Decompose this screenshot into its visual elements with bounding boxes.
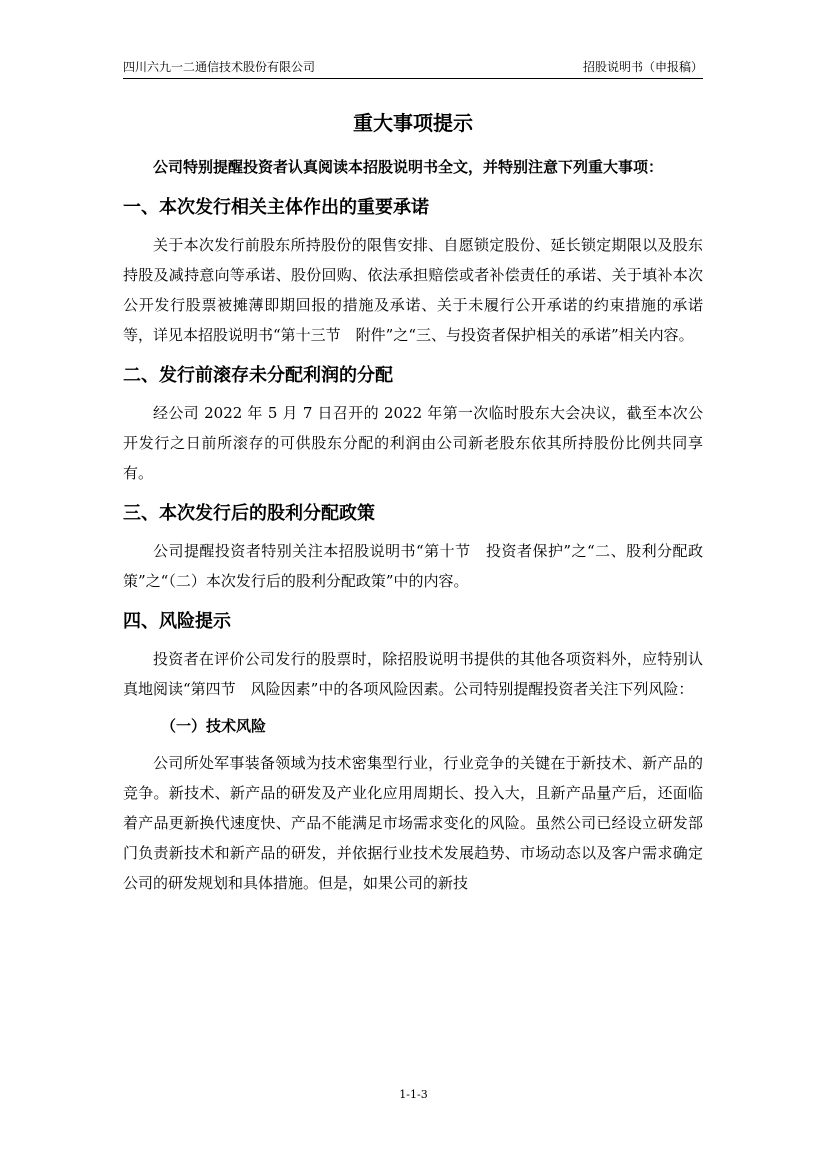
- header-company: 四川六九一二通信技术股份有限公司: [123, 60, 316, 74]
- header-doc-type: 招股说明书（申报稿）: [582, 60, 703, 74]
- section-paragraph-3: 公司提醒投资者特别关注本招股说明书“第十节 投资者保护”之“二、股利分配政策”之“（二）本次发行后的股利分配政策”中的内容。: [123, 542, 703, 590]
- subsection-paragraph: 公司所处军事装备领域为技术密集型行业，行业竞争的关键在于新技术、新产品的竞争。新技术、新产品的研发及产业化应用周期长、投入大，且新产品量产后，还面临着产品更新换代速度快、产品不能满足市场需求变化的风险。虽然公司已经设立研发部门负责新技术和新产品的研发，并依据行业技术发展趋势、市场动态以及客户需求确定公司的研发规划和具体措施。但是，如果公司的新技: [123, 754, 703, 892]
- section-paragraph-4: 投资者在评价公司发行的股票时，除招股说明书提供的其他各项资料外，应特别认真地阅读“第四节 风险因素”中的各项风险因素。公司特别提醒投资者关注下列风险：: [123, 650, 703, 698]
- section-heading-4: 四、风险提示: [123, 611, 231, 632]
- page-header: [123, 56, 703, 79]
- page-content: [123, 108, 703, 902]
- section-paragraph-2: 经公司 2022 年 5 月 7 日召开的 2022 年第一次临时股东大会决议，截至本次公开发行之日前所滚存的可供股东分配的利润由公司新老股东依其所持股份比例共同享有。: [123, 404, 703, 482]
- section-heading-1: 一、本次发行相关主体作出的重要承诺: [123, 197, 429, 218]
- document-title: 重大事项提示: [353, 111, 473, 135]
- section-paragraph-1: 关于本次发行前股东所持股份的限售安排、自愿锁定股份、延长锁定期限以及股东持股及减持意向等承诺、股份回购、依法承担赔偿或者补偿责任的承诺、关于填补本次公开发行股票被摊薄即期回报的措施及承诺、关于未履行公开承诺的约束措施的承诺等，详见本招股说明书“第十三节 附件”之“三、与投资者保护相关的承诺”相关内容。: [123, 236, 703, 344]
- subsection-heading: （一）技术风险: [161, 717, 267, 735]
- section-heading-3: 三、本次发行后的股利分配政策: [123, 503, 375, 524]
- intro-paragraph: 公司特别提醒投资者认真阅读本招股说明书全文，并特别注意下列重大事项：: [153, 158, 664, 176]
- page-number: 1-1-3: [399, 1088, 428, 1101]
- section-heading-2: 二、发行前滚存未分配利润的分配: [123, 365, 393, 386]
